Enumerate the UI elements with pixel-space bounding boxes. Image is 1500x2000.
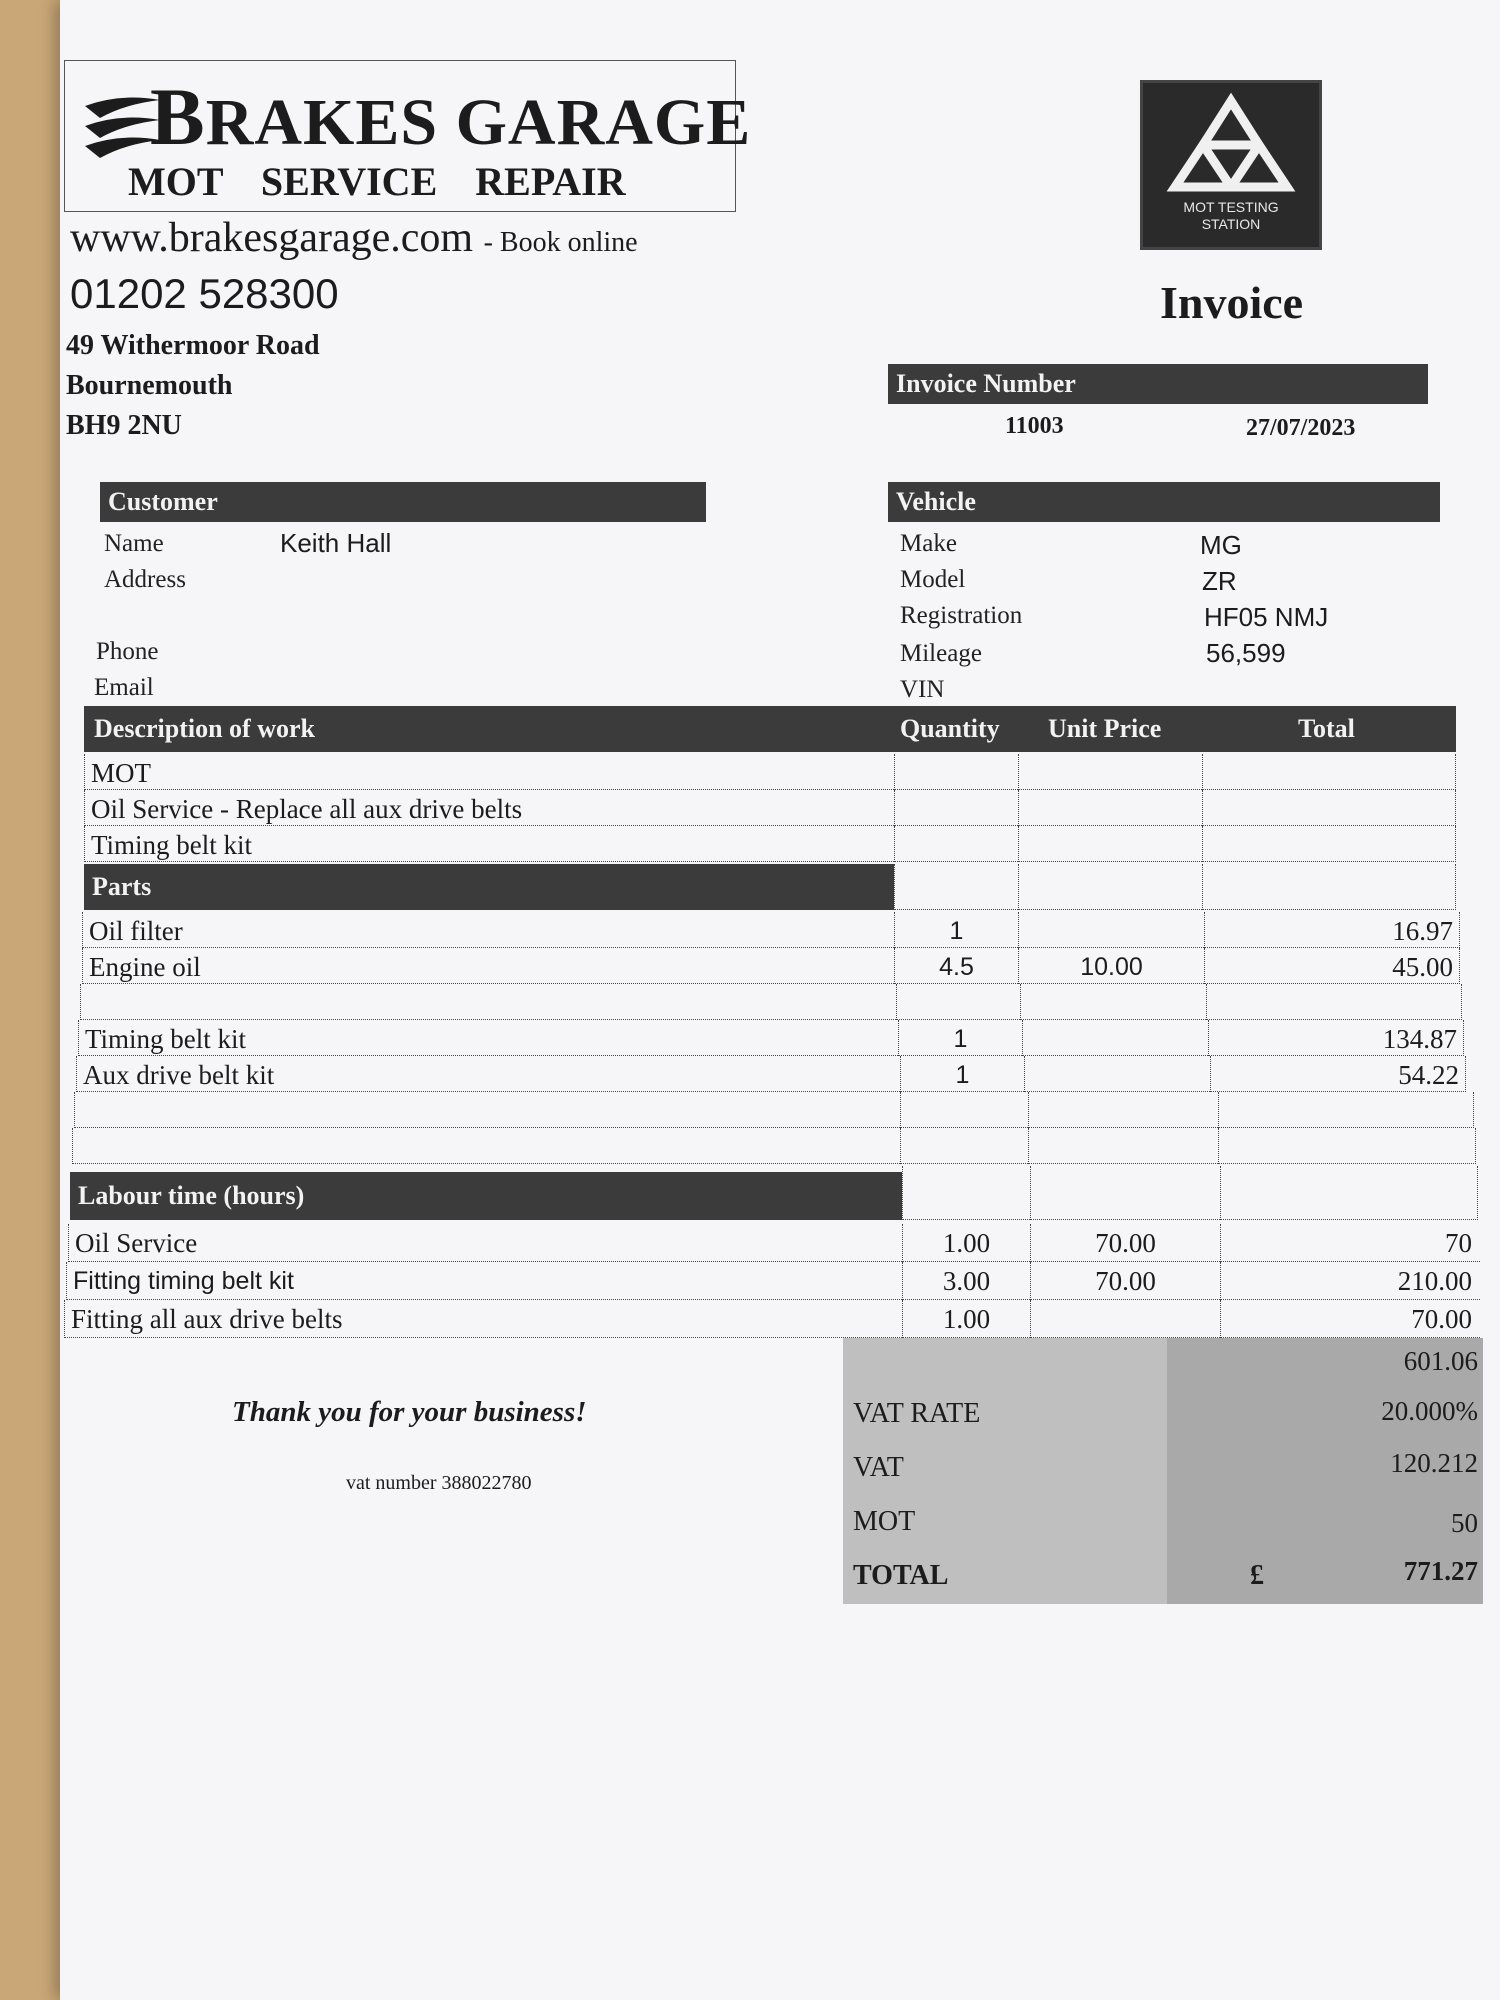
vat-label: VAT (853, 1452, 904, 1483)
parts-row (76, 1056, 1466, 1092)
header-description: Description of work (94, 714, 315, 743)
website-url[interactable]: www.brakesgarage.com (70, 215, 474, 261)
mot-label: MOT (853, 1506, 916, 1537)
work-description: Oil Service - Replace all aux drive belts (84, 790, 894, 826)
work-row (84, 754, 1456, 790)
customer-address-label: Address (104, 566, 186, 593)
blank-cell (900, 1092, 1028, 1128)
blank-cell (900, 1128, 1028, 1164)
part-unit-price (1018, 912, 1204, 948)
company-services: MOT SERVICE REPAIR (128, 159, 626, 204)
labour-header-total (1220, 1166, 1478, 1220)
part-total: 54.22 (1210, 1056, 1466, 1092)
work-quantity (894, 754, 1018, 790)
labour-unit-price: 70.00 (1030, 1262, 1220, 1300)
blank-cell (1218, 1092, 1474, 1128)
part-quantity: 1 (898, 1020, 1022, 1056)
part-quantity: 4.5 (894, 948, 1018, 984)
vehicle-mileage-label: Mileage (900, 640, 982, 667)
invoice-date: 27/07/2023 (1246, 415, 1356, 441)
mot-triangles-icon (1143, 83, 1319, 193)
work-unit-price (1018, 826, 1202, 862)
vat-number: vat number 388022780 (346, 1472, 532, 1494)
parts-row (82, 912, 1460, 948)
labour-quantity: 3.00 (902, 1262, 1030, 1300)
part-description: Aux drive belt kit (76, 1056, 900, 1092)
work-row (84, 790, 1456, 826)
labour-header-row (902, 1166, 1478, 1220)
vehicle-header: Vehicle (888, 482, 1440, 522)
postcode: BH9 2NU (66, 410, 182, 441)
book-online: - Book online (483, 227, 638, 258)
labour-header-unit-price (1030, 1166, 1220, 1220)
vehicle-make-label: Make (900, 530, 957, 557)
thank-you-message: Thank you for your business! (232, 1396, 587, 1428)
blank-cell (72, 1128, 900, 1164)
part-quantity: 1 (900, 1056, 1024, 1092)
vehicle-vin-label: VIN (900, 676, 945, 703)
blank-cell (74, 1092, 900, 1128)
vat-amount: 120.212 (1390, 1448, 1478, 1478)
labour-quantity: 1.00 (902, 1300, 1030, 1338)
company-name (150, 70, 751, 164)
parts-header-row (894, 864, 1456, 910)
customer-name: Keith Hall (280, 528, 392, 558)
customer-header: Customer (100, 482, 706, 522)
labour-quantity: 1.00 (902, 1224, 1030, 1262)
vat-rate: 20.000% (1381, 1396, 1478, 1426)
labour-description: Fitting timing belt kit (66, 1262, 902, 1300)
part-description (80, 984, 896, 1020)
work-unit-price (1018, 754, 1202, 790)
blank-cell (1028, 1092, 1218, 1128)
blank-row (74, 1092, 1474, 1128)
part-total: 134.87 (1208, 1020, 1464, 1056)
address-line1: 49 Withermoor Road (66, 330, 320, 361)
parts-header-unit-price (1018, 864, 1202, 910)
labour-total: 70.00 (1220, 1300, 1478, 1338)
part-total: 16.97 (1204, 912, 1460, 948)
work-total (1202, 826, 1456, 862)
vat-rate-label: VAT RATE (853, 1398, 981, 1429)
parts-row (82, 948, 1460, 984)
vehicle-registration-label: Registration (900, 602, 1023, 629)
mot-testing-station-logo (1140, 80, 1322, 250)
work-total (1202, 754, 1456, 790)
header-unit-price: Unit Price (1048, 714, 1162, 743)
vehicle-model-label: Model (900, 566, 966, 593)
part-total (1206, 984, 1462, 1020)
labour-description: Fitting all aux drive belts (64, 1300, 902, 1338)
mot-badge-line2: STATION (1201, 216, 1261, 232)
labour-row (64, 1300, 1480, 1338)
parts-row (78, 1020, 1464, 1056)
part-description: Timing belt kit (78, 1020, 898, 1056)
customer-name-label: Name (104, 530, 164, 557)
vehicle-mileage: 56,599 (1206, 638, 1286, 668)
blank-cell (1028, 1128, 1218, 1164)
part-unit-price (1022, 1020, 1208, 1056)
labour-total: 210.00 (1220, 1262, 1478, 1300)
total-label: TOTAL (853, 1560, 949, 1591)
parts-row (80, 984, 1462, 1020)
work-description: MOT (84, 754, 894, 790)
work-table-header (84, 706, 1456, 752)
part-unit-price (1020, 984, 1206, 1020)
part-description: Engine oil (82, 948, 894, 984)
company-name-rest: RAKES GARAGE (205, 86, 752, 159)
currency-symbol: £ (1250, 1560, 1264, 1591)
work-quantity (894, 790, 1018, 826)
part-quantity (896, 984, 1020, 1020)
header-total: Total (1298, 714, 1355, 743)
mot-badge-line1: MOT TESTING (1183, 199, 1279, 215)
work-quantity (894, 826, 1018, 862)
labour-total: 70 (1220, 1224, 1478, 1262)
labour-description: Oil Service (68, 1224, 902, 1262)
customer-phone-label: Phone (96, 638, 159, 665)
blank-cell (1218, 1128, 1476, 1164)
invoice-title: Invoice (1160, 277, 1304, 328)
part-quantity: 1 (894, 912, 1018, 948)
website[interactable] (70, 214, 638, 262)
blank-row (72, 1128, 1476, 1164)
company-phone: 01202 528300 (70, 270, 339, 317)
labour-row (66, 1262, 1480, 1300)
vehicle-make: MG (1200, 530, 1242, 560)
work-total (1202, 790, 1456, 826)
parts-header: Parts (84, 864, 894, 910)
parts-header-total (1202, 864, 1456, 910)
invoice-number: 11003 (1005, 413, 1064, 439)
labour-header-quantity (902, 1166, 1030, 1220)
labour-unit-price: 70.00 (1030, 1224, 1220, 1262)
vehicle-model: ZR (1202, 566, 1237, 596)
address-line2: Bournemouth (66, 370, 233, 401)
mot-amount: 50 (1451, 1508, 1478, 1538)
work-description: Timing belt kit (84, 826, 894, 862)
work-row (84, 826, 1456, 862)
subtotal: 601.06 (1403, 1346, 1478, 1376)
vehicle-registration: HF05 NMJ (1204, 602, 1329, 632)
parts-header-quantity (894, 864, 1018, 910)
work-unit-price (1018, 790, 1202, 826)
labour-header: Labour time (hours) (70, 1172, 902, 1220)
header-quantity: Quantity (900, 714, 1000, 743)
invoice-number-header: Invoice Number (888, 364, 1428, 404)
part-unit-price: 10.00 (1018, 948, 1204, 984)
part-unit-price (1024, 1056, 1210, 1092)
labour-unit-price (1030, 1300, 1220, 1338)
part-total: 45.00 (1204, 948, 1460, 984)
labour-row (68, 1224, 1480, 1262)
grand-total: 771.27 (1403, 1556, 1478, 1586)
part-description: Oil filter (82, 912, 894, 948)
customer-email-label: Email (94, 674, 154, 701)
company-name-initial: B (150, 71, 206, 162)
